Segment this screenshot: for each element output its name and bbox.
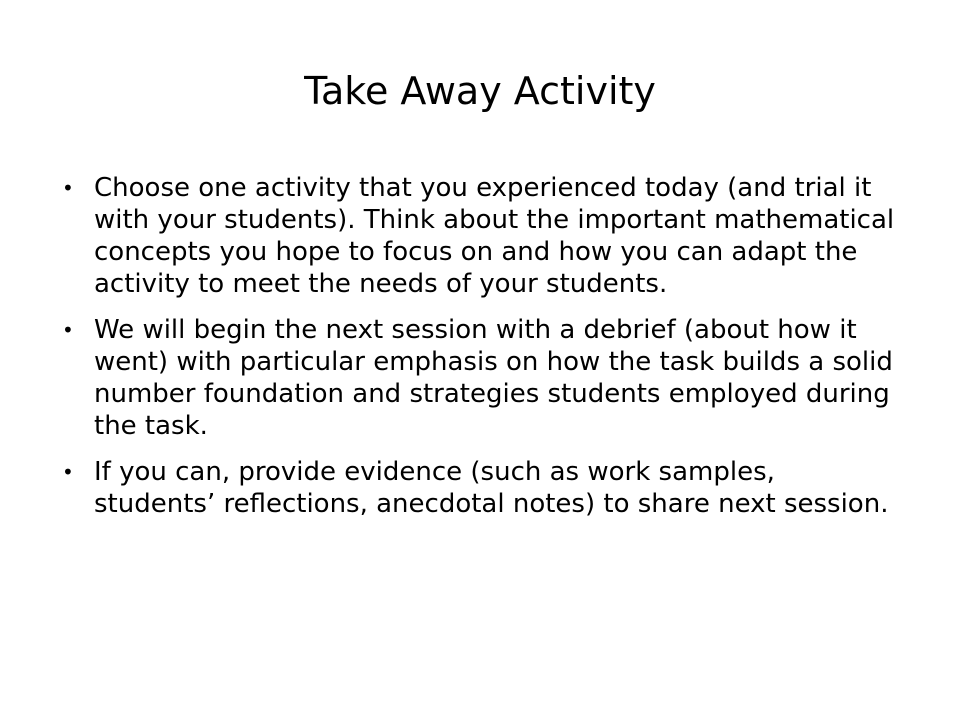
bullet-item [62,172,902,300]
slide-title: Take Away Activity [304,69,656,113]
bullet-dot-icon: • [62,460,74,484]
bullet-item [62,456,902,520]
bullet-list [62,172,902,534]
bullet-text: If you can, provide evidence (such as work samples, students’ reflections, anecdotal notes) to share next session. [94,457,889,519]
bullet-dot-icon: • [62,318,74,342]
bullet-text: We will begin the next session with a debrief (about how it went) with particular emphasis on how the task builds a solid number foundation and strategies students employed during the task. [94,315,893,441]
bullet-text: Choose one activity that you experienced today (and trial it with your students). Think about the important mathematical concepts you hope to focus on and how you can adapt the activity to meet the needs of your students. [94,173,895,299]
bullet-dot-icon: • [62,176,74,200]
bullet-item [62,314,902,442]
